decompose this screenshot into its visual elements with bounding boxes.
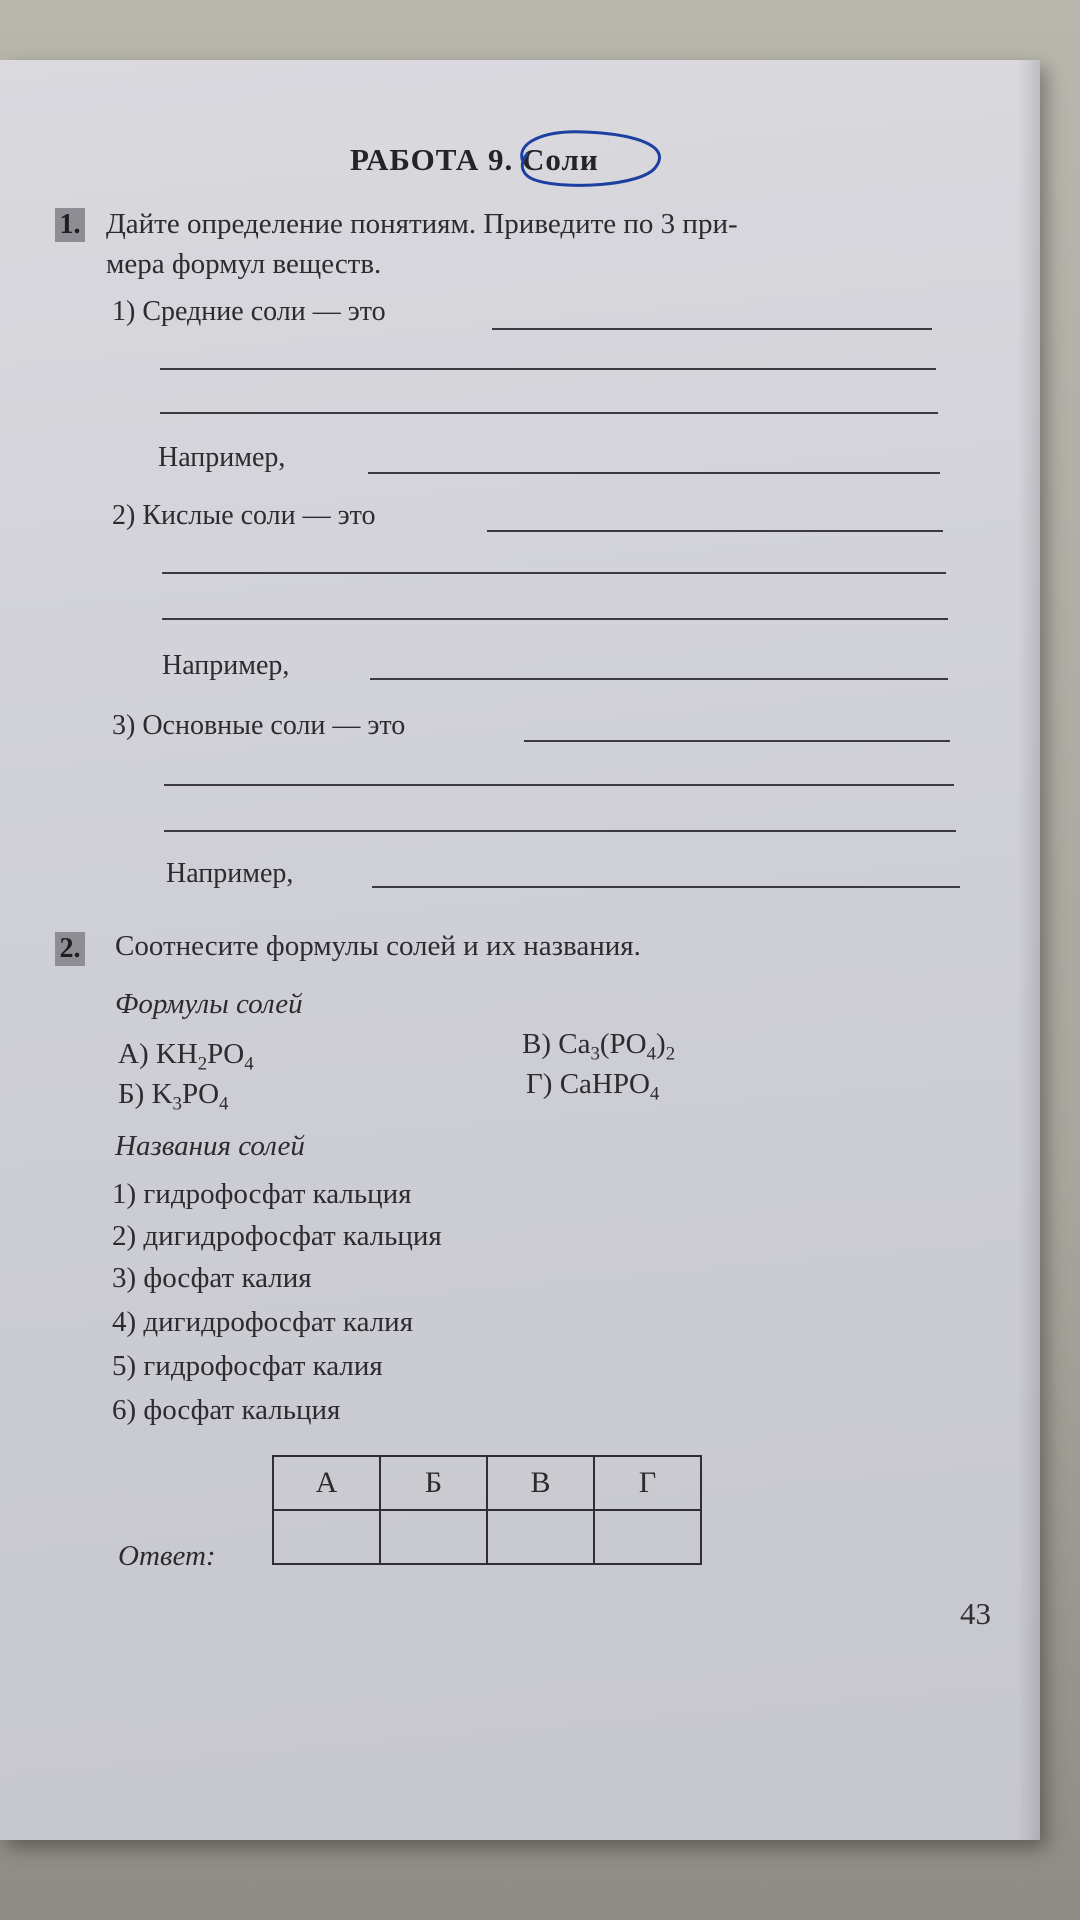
workbook-page (0, 60, 1040, 1840)
answer-line[interactable] (162, 572, 946, 574)
formula-v: В) $Ca_3(PO_4)_2$ (522, 1028, 676, 1065)
salt-name-1: 1) гидрофосфат кальция (112, 1178, 412, 1210)
salt-name-3: 3) фосфат калия (112, 1262, 312, 1294)
page-edge-shadow (1018, 60, 1040, 1840)
names-heading: Названия солей (115, 1130, 305, 1162)
item-3-example-label: Например, (166, 858, 294, 889)
answer-cell-a[interactable] (273, 1510, 380, 1564)
answer-line[interactable] (492, 328, 932, 330)
answer-header-row (273, 1456, 701, 1510)
answer-column-b-header: Б (380, 1456, 487, 1510)
answer-line[interactable] (372, 886, 960, 888)
answer-input-row (273, 1510, 701, 1564)
answer-line[interactable] (160, 368, 936, 370)
salt-name-5: 5) гидрофосфат калия (112, 1350, 383, 1382)
handwritten-circle-mark (505, 124, 675, 194)
salt-name-2: 2) дигидрофосфат кальция (112, 1220, 442, 1252)
answer-line[interactable] (162, 618, 948, 620)
task-2-prompt: Соотнесите формулы солей и их названия. (115, 930, 641, 962)
answer-line[interactable] (524, 740, 950, 742)
worksheet-heading (350, 142, 710, 202)
answer-column-g-header: Г (594, 1456, 701, 1510)
answer-column-v-header: В (487, 1456, 594, 1510)
answer-cell-g[interactable] (594, 1510, 701, 1564)
item-3-label: 3) Основные соли — это (112, 710, 406, 741)
task-1-prompt-line1: Дайте определение понятиям. Приведите по 3 при- (106, 208, 738, 240)
item-1-label: 1) Средние соли — это (112, 296, 386, 327)
formula-a-letter: А) (118, 1038, 149, 1070)
answer-line[interactable] (160, 412, 938, 414)
task-1-number: 1. (55, 208, 85, 242)
answer-line[interactable] (368, 472, 940, 474)
salt-name-6: 6) фосфат кальция (112, 1394, 341, 1426)
formula-v-letter: В) (522, 1028, 551, 1060)
answer-cell-v[interactable] (487, 1510, 594, 1564)
answer-line[interactable] (164, 784, 954, 786)
answer-line[interactable] (370, 678, 948, 680)
item-1-example-label: Например, (158, 442, 286, 473)
formula-b-letter: Б) (118, 1078, 145, 1110)
formulas-heading: Формулы солей (115, 988, 303, 1020)
page-title: РАБОТА 9. Соли (350, 142, 599, 177)
item-2-example-label: Например, (162, 650, 290, 681)
item-2-label: 2) Кислые соли — это (112, 500, 376, 531)
task-2-number: 2. (55, 932, 85, 966)
formula-a: А) $KH_2PO_4$ (118, 1038, 254, 1075)
answer-cell-b[interactable] (380, 1510, 487, 1564)
answer-column-a-header: А (273, 1456, 380, 1510)
salt-name-4: 4) дигидрофосфат калия (112, 1306, 414, 1338)
task-1-prompt-line2: мера формул веществ. (106, 248, 382, 280)
formula-b: Б) $K_3PO_4$ (118, 1078, 229, 1115)
page-number: 43 (960, 1596, 991, 1631)
answer-line[interactable] (487, 530, 943, 532)
formula-g: Г) CaHPO$_4$ (526, 1068, 660, 1105)
answer-label: Ответ: (118, 1540, 216, 1572)
answer-table (272, 1455, 702, 1565)
answer-line[interactable] (164, 830, 956, 832)
formula-g-letter: Г) (526, 1068, 553, 1100)
